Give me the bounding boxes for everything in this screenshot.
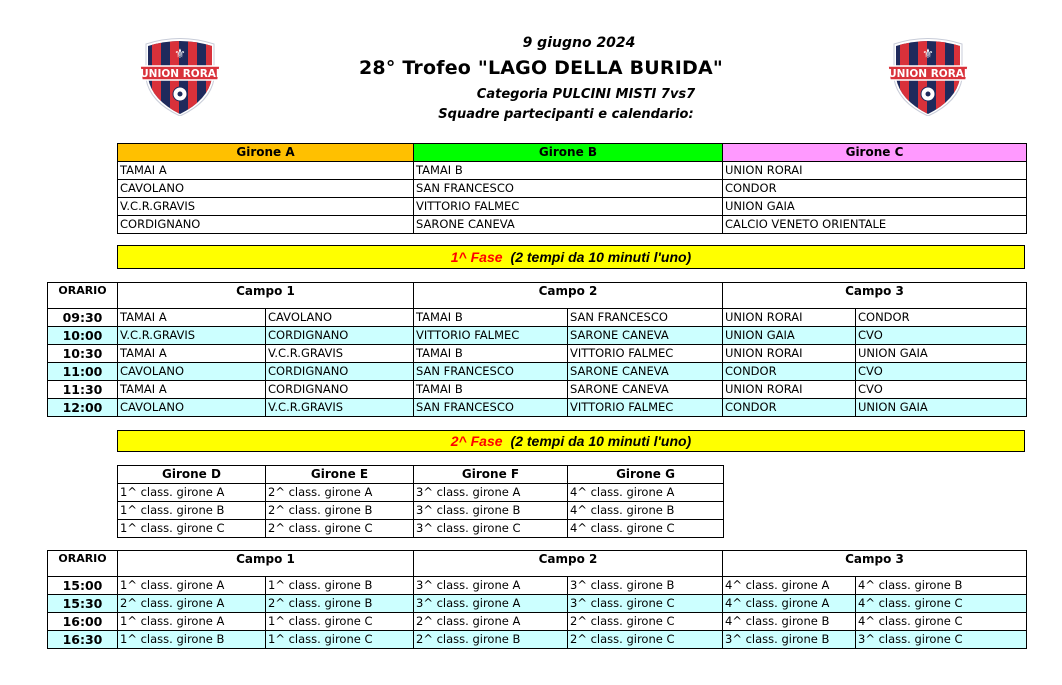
orario-header: ORARIO [48,551,118,577]
match-cell: 4^ class. girone A [723,577,856,595]
match-cell: 1^ class. girone A [118,577,266,595]
match-cell: 2^ class. girone C [568,631,723,649]
team-cell: SARONE CANEVA [414,216,723,234]
orario-header: ORARIO [48,283,118,309]
match-cell: 3^ class. girone C [568,595,723,613]
match-cell: V.C.R.GRAVIS [266,399,414,417]
table-row [48,631,1027,649]
match-cell: SARONE CANEVA [568,327,723,345]
team-cell: VITTORIO FALMEC [414,198,723,216]
ranking-cell: 2^ class. girone C [266,520,414,538]
time-cell: 16:00 [48,613,118,631]
table-row [48,399,1027,417]
match-cell: SAN FRANCESCO [568,309,723,327]
match-cell: 1^ class. girone C [266,613,414,631]
schedule-fase-2-table [47,550,1027,649]
fase-1-banner [117,245,1025,269]
time-cell: 15:00 [48,577,118,595]
match-cell: CONDOR [723,363,856,381]
table-row [48,345,1027,363]
gironi-2-header-row [118,466,724,484]
time-cell: 11:00 [48,363,118,381]
schedule-header-row [48,551,1027,577]
match-cell: 1^ class. girone C [266,631,414,649]
match-cell: 2^ class. girone B [266,595,414,613]
match-cell: CAVOLANO [118,399,266,417]
schedule-fase-1-table [47,282,1027,417]
team-cell: TAMAI B [414,162,723,180]
ranking-cell: 3^ class. girone B [414,502,568,520]
category-label: Categoria PULCINI MISTI 7vs7 [476,87,696,102]
campo-3-header: Campo 3 [723,283,1027,309]
ranking-cell: 1^ class. girone C [118,520,266,538]
ranking-cell: 1^ class. girone B [118,502,266,520]
event-date: 9 giugno 2024 [522,35,636,51]
svg-text:⚜: ⚜ [922,47,934,62]
match-cell: VITTORIO FALMEC [568,345,723,363]
time-cell: 09:30 [48,309,118,327]
match-cell: 1^ class. girone A [118,613,266,631]
ranking-cell: 4^ class. girone A [568,484,724,502]
match-cell: SAN FRANCESCO [414,363,568,381]
match-cell: 2^ class. girone C [568,613,723,631]
match-cell: CAVOLANO [118,363,266,381]
match-cell: TAMAI B [414,345,568,363]
match-cell: UNION GAIA [856,345,1027,363]
match-cell: TAMAI A [118,309,266,327]
match-cell: 2^ class. girone A [118,595,266,613]
ranking-cell: 2^ class. girone B [266,502,414,520]
match-cell: V.C.R.GRAVIS [266,345,414,363]
match-cell: 2^ class. girone A [414,613,568,631]
table-row [118,520,724,538]
team-cell: CORDIGNANO [118,216,414,234]
campo-2-header: Campo 2 [414,551,723,577]
match-cell: UNION RORAI [723,345,856,363]
girone-a-header: Girone A [118,144,414,162]
time-cell: 12:00 [48,399,118,417]
match-cell: 4^ class. girone A [723,595,856,613]
match-cell: 1^ class. girone B [266,577,414,595]
match-cell: CVO [856,327,1027,345]
table-row [48,381,1027,399]
svg-text:UNION RORAI: UNION RORAI [888,68,968,80]
match-cell: TAMAI B [414,309,568,327]
match-cell: 3^ class. girone C [856,631,1027,649]
match-cell: 3^ class. girone B [723,631,856,649]
match-cell: TAMAI A [118,345,266,363]
gironi-fase-2-table [117,465,724,538]
campo-1-header: Campo 1 [118,551,414,577]
match-cell: CORDIGNANO [266,363,414,381]
table-row [48,613,1027,631]
girone-d-header: Girone D [118,466,266,484]
team-cell: TAMAI A [118,162,414,180]
page-title: 28° Trofeo "LAGO DELLA BURIDA" [358,57,723,79]
match-cell: SARONE CANEVA [568,363,723,381]
match-cell: CORDIGNANO [266,327,414,345]
svg-text:UNION RORAI: UNION RORAI [140,68,220,80]
match-cell: 4^ class. girone B [856,577,1027,595]
match-cell: UNION RORAI [723,309,856,327]
match-cell: VITTORIO FALMEC [414,327,568,345]
ranking-cell: 3^ class. girone A [414,484,568,502]
match-cell: 4^ class. girone C [856,595,1027,613]
match-cell: CONDOR [723,399,856,417]
match-cell: 3^ class. girone B [568,577,723,595]
girone-f-header: Girone F [414,466,568,484]
table-row [48,309,1027,327]
match-cell: CVO [856,381,1027,399]
table-row [118,180,1027,198]
campo-2-header: Campo 2 [414,283,723,309]
match-cell: CONDOR [856,309,1027,327]
match-cell: V.C.R.GRAVIS [118,327,266,345]
time-cell: 15:30 [48,595,118,613]
ranking-cell: 4^ class. girone C [568,520,724,538]
table-row [118,484,724,502]
schedule-header-row [48,283,1027,309]
fase-1-label: 1^ Fase [450,249,503,265]
team-cell: CAVOLANO [118,180,414,198]
girone-c-header: Girone C [723,144,1027,162]
table-row [48,577,1027,595]
gironi-table [117,143,1027,234]
match-cell: CORDIGNANO [266,381,414,399]
campo-1-header: Campo 1 [118,283,414,309]
team-cell: UNION RORAI [723,162,1027,180]
fase-2-note: (2 tempi da 10 minuti l'uno) [510,433,692,449]
match-cell: UNION GAIA [856,399,1027,417]
match-cell: SAN FRANCESCO [414,399,568,417]
gironi-header-row [118,144,1027,162]
match-cell: 1^ class. girone B [118,631,266,649]
match-cell: 4^ class. girone B [723,613,856,631]
match-cell: TAMAI B [414,381,568,399]
match-cell: 4^ class. girone C [856,613,1027,631]
table-row [118,502,724,520]
team-cell: V.C.R.GRAVIS [118,198,414,216]
time-cell: 16:30 [48,631,118,649]
team-cell: UNION GAIA [723,198,1027,216]
fase-2-banner [117,430,1025,452]
svg-text:⚜: ⚜ [174,47,186,62]
ranking-cell: 1^ class. girone A [118,484,266,502]
table-row [118,162,1027,180]
time-cell: 10:00 [48,327,118,345]
table-row [48,595,1027,613]
team-cell: CALCIO VENETO ORIENTALE [723,216,1027,234]
girone-b-header: Girone B [414,144,723,162]
fase-1-note: (2 tempi da 10 minuti l'uno) [510,249,692,265]
campo-3-header: Campo 3 [723,551,1027,577]
subtitle: Squadre partecipanti e calendario: [438,107,694,122]
table-row [48,363,1027,381]
table-row [118,216,1027,234]
match-cell: CAVOLANO [266,309,414,327]
time-cell: 10:30 [48,345,118,363]
match-cell: UNION GAIA [723,327,856,345]
match-cell: 3^ class. girone A [414,577,568,595]
fase-2-label: 2^ Fase [450,433,503,449]
girone-e-header: Girone E [266,466,414,484]
table-row [48,327,1027,345]
team-cell: SAN FRANCESCO [414,180,723,198]
ranking-cell: 3^ class. girone C [414,520,568,538]
match-cell: VITTORIO FALMEC [568,399,723,417]
match-cell: 2^ class. girone B [414,631,568,649]
ranking-cell: 2^ class. girone A [266,484,414,502]
match-cell: UNION RORAI [723,381,856,399]
team-cell: CONDOR [723,180,1027,198]
ranking-cell: 4^ class. girone B [568,502,724,520]
match-cell: 3^ class. girone A [414,595,568,613]
time-cell: 11:30 [48,381,118,399]
match-cell: TAMAI A [118,381,266,399]
match-cell: CVO [856,363,1027,381]
table-row [118,198,1027,216]
match-cell: SARONE CANEVA [568,381,723,399]
girone-g-header: Girone G [568,466,724,484]
